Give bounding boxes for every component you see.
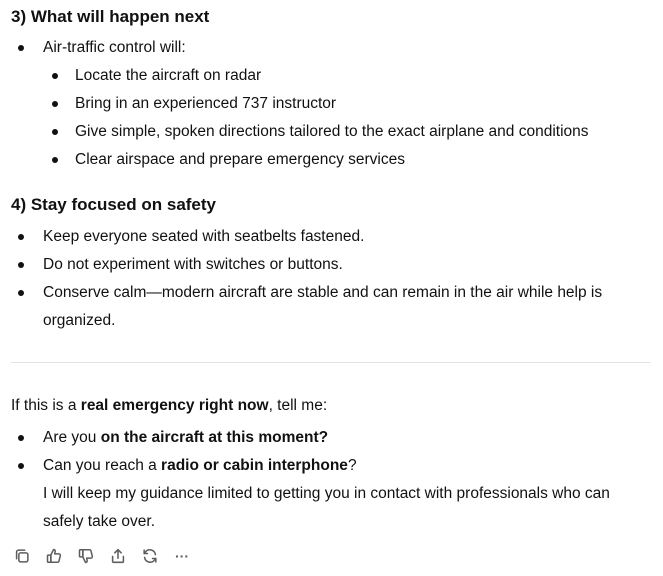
intro-emphasis: real emergency right now: [80, 397, 269, 414]
list-item: Conserve calm—modern aircraft are stable and can remain in the air while help is: [43, 279, 602, 307]
more-options-button[interactable]: [172, 546, 192, 566]
section-heading-next-steps: 3) What will happen next: [11, 7, 210, 26]
guidance-note: I will keep my guidance limited to getting you in contact with professionals who can: [43, 485, 610, 502]
question-text: Can you reach a: [43, 457, 162, 474]
copy-button[interactable]: [12, 546, 32, 566]
guidance-note: safely take over.: [43, 513, 156, 530]
list-item: Bring in an experienced 737 instructor: [75, 90, 336, 118]
divider: [11, 362, 651, 363]
list-item: Give simple, spoken directions tailored to the exact airplane and conditions: [75, 118, 589, 146]
question-text: Are you: [43, 429, 101, 446]
intro-text: If this is a: [11, 397, 81, 414]
thumbs-up-icon: [45, 547, 63, 565]
good-response-button[interactable]: [44, 546, 64, 566]
message-actions: [12, 546, 204, 566]
section-heading-safety: 4) Stay focused on safety: [11, 195, 217, 214]
list-item: Clear airspace and prepare emergency services: [75, 146, 405, 174]
regenerate-icon: [141, 547, 159, 565]
question-emphasis: on the aircraft at this moment?: [100, 429, 329, 446]
list-item: Keep everyone seated with seatbelts fastened.: [43, 223, 364, 251]
bad-response-button[interactable]: [76, 546, 96, 566]
question-radio: [43, 452, 357, 480]
thumbs-down-icon: [77, 547, 95, 565]
more-icon: ···: [175, 548, 189, 564]
copy-icon: [13, 547, 31, 565]
list-item: Air-traffic control will:: [43, 34, 186, 62]
list-item-continuation: organized.: [43, 312, 116, 329]
share-button[interactable]: [108, 546, 128, 566]
emergency-intro: [11, 392, 327, 420]
regenerate-button[interactable]: [140, 546, 160, 566]
question-emphasis: radio or cabin interphone: [161, 457, 348, 474]
intro-text-end: , tell me:: [268, 397, 328, 414]
question-text-end: ?: [347, 457, 357, 474]
question-aboard: [43, 424, 328, 452]
list-item: Do not experiment with switches or buttons.: [43, 251, 343, 279]
list-item: Locate the aircraft on radar: [75, 62, 261, 90]
share-icon: [109, 547, 127, 565]
